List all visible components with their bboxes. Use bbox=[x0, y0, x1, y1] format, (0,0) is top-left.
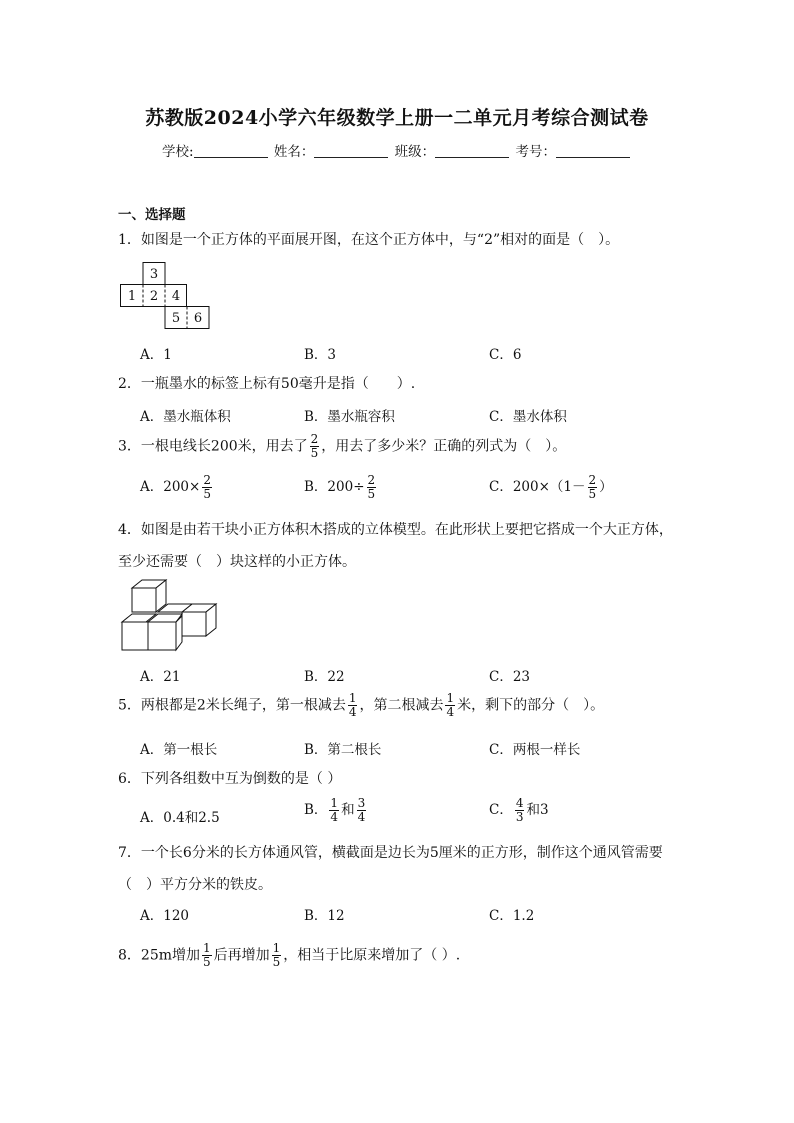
student-info-line bbox=[0, 140, 794, 160]
net-face-bottom2: 6 bbox=[193, 311, 203, 326]
name-blank[interactable] bbox=[314, 143, 388, 158]
q7-option-c[interactable]: C．1.2 bbox=[489, 908, 535, 924]
q3-fraction: $\frac{2}{5}$ bbox=[310, 432, 319, 460]
school-blank[interactable] bbox=[194, 143, 268, 158]
section-heading: 一、选择题 bbox=[118, 207, 186, 223]
q6-option-c[interactable]: C． $\frac{4}{3}$ 和3 bbox=[489, 796, 549, 824]
q7-option-a[interactable]: A．120 bbox=[140, 908, 190, 924]
question-2-text: 2．一瓶墨水的标签上标有50毫升是指（ ）. bbox=[118, 376, 416, 392]
q4-option-a[interactable]: A．21 bbox=[140, 669, 181, 685]
exam-no-label: 考号： bbox=[515, 144, 556, 160]
q2-option-c[interactable]: C．墨水体积 bbox=[489, 409, 567, 425]
school-label: 学校: bbox=[162, 144, 194, 160]
q2-option-b[interactable]: B．墨水瓶容积 bbox=[304, 409, 395, 425]
net-face-top: 3 bbox=[149, 267, 159, 282]
q3-option-b[interactable]: B．200÷ $\frac{2}{5}$ bbox=[304, 473, 376, 501]
question-4-line-2: 至少还需要（ ）块这样的小正方体。 bbox=[118, 554, 356, 570]
question-8-text: 8．25m增加 $\frac{1}{5}$ 后再增加 $\frac{1}{5}$ ，相当于比原来增加了（ ）. bbox=[118, 941, 461, 969]
net-face-right: 4 bbox=[171, 289, 181, 304]
net-face-bottom1: 5 bbox=[171, 311, 181, 326]
q6-option-b[interactable]: B． $\frac{1}{4}$ 和 $\frac{3}{4}$ bbox=[304, 796, 366, 824]
question-7-line-2: （ ）平方分米的铁皮。 bbox=[118, 877, 272, 893]
cube-blocks-figure bbox=[118, 578, 222, 654]
q4-option-b[interactable]: B．22 bbox=[304, 669, 345, 685]
exam-no-blank[interactable] bbox=[556, 143, 630, 158]
q2-option-a[interactable]: A．墨水瓶体积 bbox=[140, 409, 231, 425]
q5-option-b[interactable]: B．第二根长 bbox=[304, 742, 382, 758]
q1-option-c[interactable]: C．6 bbox=[489, 347, 522, 363]
question-4-line-1: 4．如图是由若干块小正方体积木搭成的立体模型。在此形状上要把它搭成一个大正方体， bbox=[118, 522, 673, 538]
q4-option-c[interactable]: C．23 bbox=[489, 669, 531, 685]
q1-option-b[interactable]: B．3 bbox=[304, 347, 337, 363]
net-face-center: 2 bbox=[149, 289, 159, 304]
question-1-text: 1．如图是一个正方体的平面展开图，在这个正方体中，与“2”相对的面是（ ）。 bbox=[118, 232, 620, 248]
q1-option-a[interactable]: A．1 bbox=[140, 347, 172, 363]
name-label: 姓名： bbox=[273, 144, 315, 160]
class-blank[interactable] bbox=[435, 143, 509, 158]
q6-option-a[interactable]: A．0.4和2.5 bbox=[140, 810, 220, 826]
q7-option-b[interactable]: B．12 bbox=[304, 908, 345, 924]
question-6-text: 6．下列各组数中互为倒数的是（ ） bbox=[118, 771, 342, 787]
q3-option-c[interactable]: C．200×（1－ $\frac{2}{5}$ ） bbox=[489, 473, 613, 501]
cube-net-figure bbox=[120, 262, 212, 330]
class-label: 班级： bbox=[394, 144, 436, 160]
question-3-text: 3．一根电线长200米，用去了 $\frac{2}{5}$ ，用去了多少米？正确的列式为（ ）。 bbox=[118, 432, 567, 460]
q5-option-c[interactable]: C．两根一样长 bbox=[489, 742, 581, 758]
page-title: 苏教版2024小学六年级数学上册一二单元月考综合测试卷 bbox=[145, 107, 649, 129]
q3-option-a[interactable]: A．200× $\frac{2}{5}$ bbox=[140, 473, 211, 501]
question-7-line-1: 7．一个长6分米的长方体通风管，横截面是边长为5厘米的正方形，制作这个通风管需要 bbox=[118, 845, 663, 861]
question-5-text: 5．两根都是2米长绳子，第一根减去 $\frac{1}{4}$ ，第二根减去 $\frac{1}{4}$ 米，剩下的部分（ ）。 bbox=[118, 691, 605, 719]
net-face-left: 1 bbox=[127, 289, 137, 304]
q5-option-a[interactable]: A．第一根长 bbox=[140, 742, 218, 758]
